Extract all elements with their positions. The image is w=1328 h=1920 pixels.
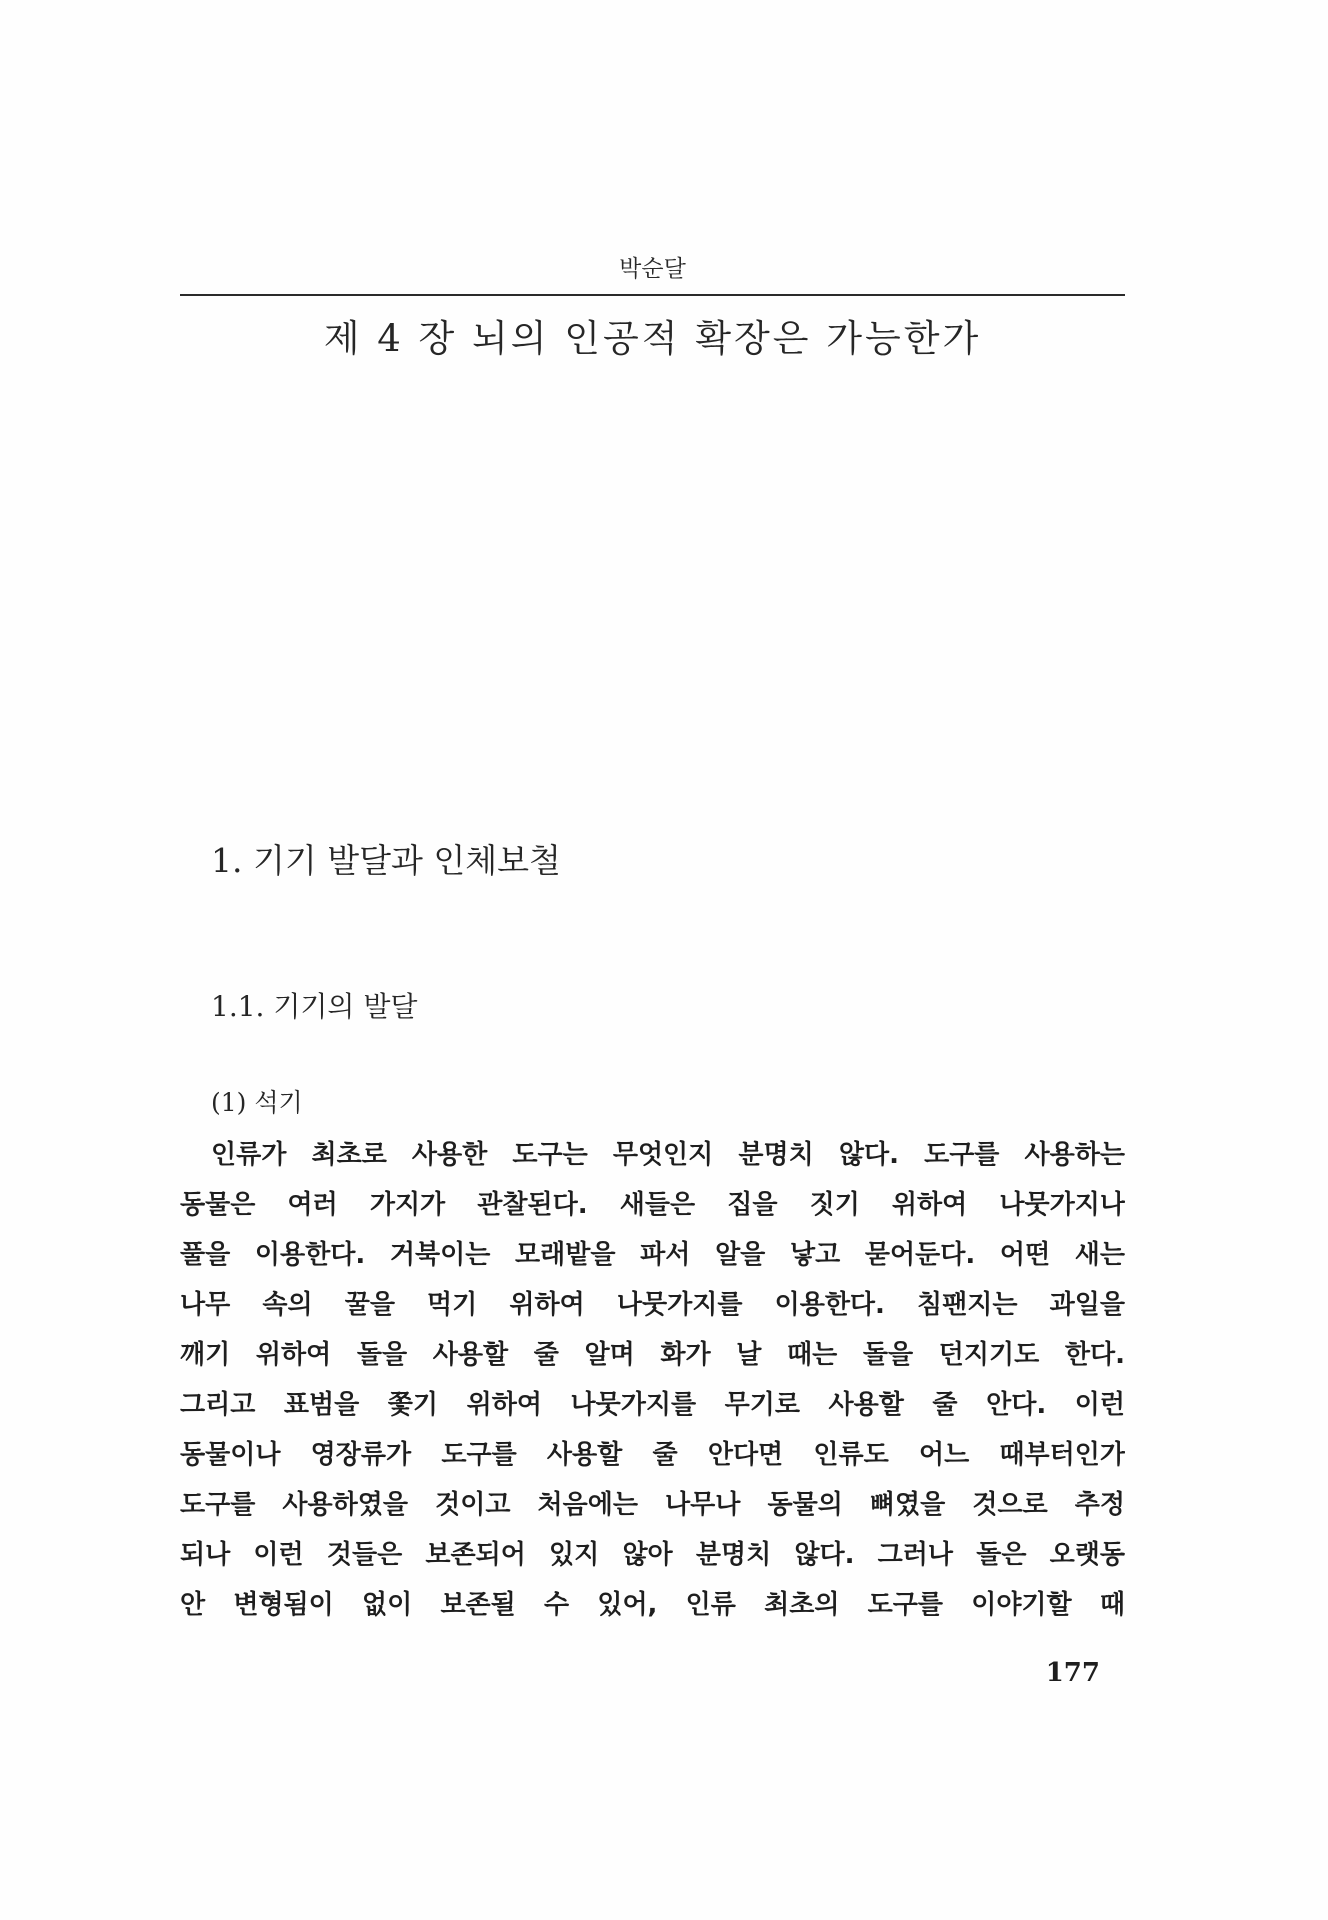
section-title: 1. 기기 발달과 인체보철 bbox=[211, 841, 561, 880]
body-line: 되나 이런 것들은 보존되어 있지 않아 분명치 않다. 그러나 돌은 오랫동 bbox=[180, 1540, 1125, 1570]
running-head: 박순달 bbox=[619, 256, 686, 282]
body-line: 풀을 이용한다. 거북이는 모래밭을 파서 알을 낳고 묻어둔다. 어떤 새는 bbox=[180, 1240, 1125, 1270]
body-line: 안 변형됨이 없이 보존될 수 있어, 인류 최초의 도구를 이야기할 때 bbox=[180, 1590, 1125, 1620]
item-title: (1) 석기 bbox=[211, 1088, 303, 1117]
body-paragraph bbox=[180, 1130, 1125, 1630]
body-line: 동물은 여러 가지가 관찰된다. 새들은 집을 짓기 위하여 나뭇가지나 bbox=[180, 1190, 1125, 1220]
page-number: 177 bbox=[1045, 1658, 1100, 1688]
subsection-title: 1.1. 기기의 발달 bbox=[211, 990, 418, 1023]
header-rule bbox=[180, 294, 1125, 296]
body-line: 깨기 위하여 돌을 사용할 줄 알며 화가 날 때는 돌을 던지기도 한다. bbox=[180, 1340, 1125, 1370]
body-line: 도구를 사용하였을 것이고 처음에는 나무나 동물의 뼈였을 것으로 추정 bbox=[180, 1490, 1125, 1520]
body-line: 나무 속의 꿀을 먹기 위하여 나뭇가지를 이용한다. 침팬지는 과일을 bbox=[180, 1290, 1125, 1320]
body-line: 그리고 표범을 쫓기 위하여 나뭇가지를 무기로 사용할 줄 안다. 이런 bbox=[180, 1390, 1125, 1420]
body-line: 인류가 최초로 사용한 도구는 무엇인지 분명치 않다. 도구를 사용하는 bbox=[211, 1140, 1125, 1170]
chapter-title: 제 4 장 뇌의 인공적 확장은 가능한가 bbox=[323, 317, 982, 360]
body-line: 동물이나 영장류가 도구를 사용할 줄 안다면 인류도 어느 때부터인가 bbox=[180, 1440, 1125, 1470]
